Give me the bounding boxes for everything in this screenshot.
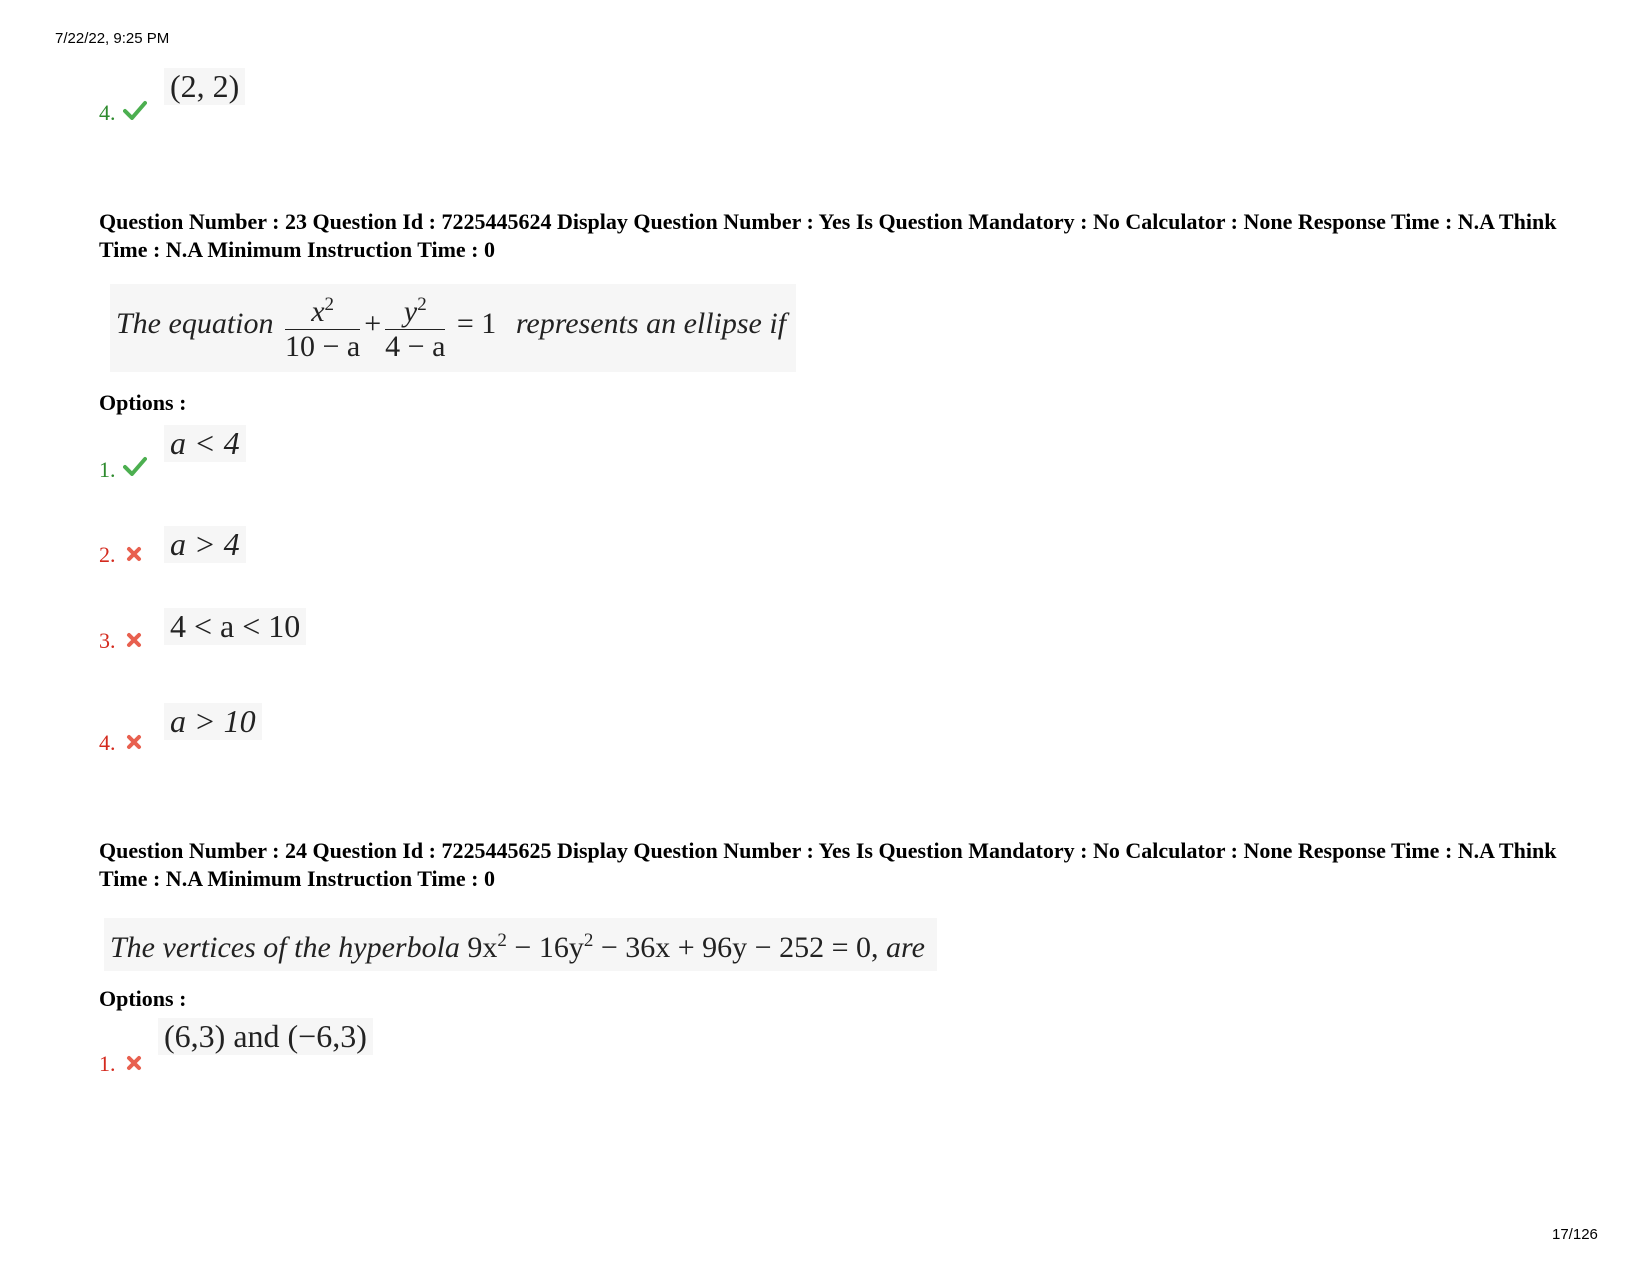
option-content: a > 10 <box>164 703 262 740</box>
option-number: 3. <box>99 628 116 653</box>
options-label: Options : <box>99 986 187 1011</box>
cross-icon <box>126 1055 142 1071</box>
option-number: 1. <box>99 457 116 482</box>
option-number: 4. <box>99 100 116 125</box>
stem-text: The vertices of the hyperbola <box>110 931 460 964</box>
cross-icon <box>126 546 142 562</box>
option-number: 2. <box>99 542 116 567</box>
option-number: 4. <box>99 730 116 755</box>
option-number: 1. <box>99 1051 116 1076</box>
option-content: (2, 2) <box>164 68 245 105</box>
option-content: a < 4 <box>164 425 246 462</box>
fraction: $\frac{x^2}{10 - a}$ <box>285 288 360 364</box>
print-datetime: 7/22/22, 9:25 PM <box>55 30 170 47</box>
stem-text: The equation <box>116 307 274 340</box>
check-icon <box>123 456 147 476</box>
stem-text: represents an ellipse if <box>515 307 787 340</box>
option-content: 4 < a < 10 <box>164 608 306 645</box>
option-content: a > 4 <box>164 526 246 563</box>
question-meta: Question Number : 24 Question Id : 7225445625 Display Question Number : Yes Is Question Mandatory : No Calculator : None Response Time : N.A Think Time : N.A Minimum Instruction Time : 0 <box>99 838 1557 891</box>
page-number: 17/126 <box>1552 1226 1598 1243</box>
question-stem <box>104 918 937 971</box>
fraction: $\frac{y^2}{4 - a}$ <box>385 288 445 364</box>
stem-text: are <box>886 931 925 964</box>
cross-icon <box>126 632 142 648</box>
options-label: Options : <box>99 390 187 415</box>
stem-equation: $9x^2 - 16y^2 - 36x + 96y - 252 = 0$, <box>467 930 879 964</box>
check-icon <box>123 100 147 120</box>
question-meta: Question Number : 23 Question Id : 7225445624 Display Question Number : Yes Is Question Mandatory : No Calculator : None Response Time : N.A Think Time : N.A Minimum Instruction Time : 0 <box>99 209 1557 262</box>
cross-icon <box>126 734 142 750</box>
question-stem: The equation $\frac{x^2}{10 - a}$ + $\frac{y^2}{4 - a}$ = 1 represents an ellipse if <box>110 284 796 372</box>
option-content: (6,3) and (−6,3) <box>158 1018 373 1055</box>
